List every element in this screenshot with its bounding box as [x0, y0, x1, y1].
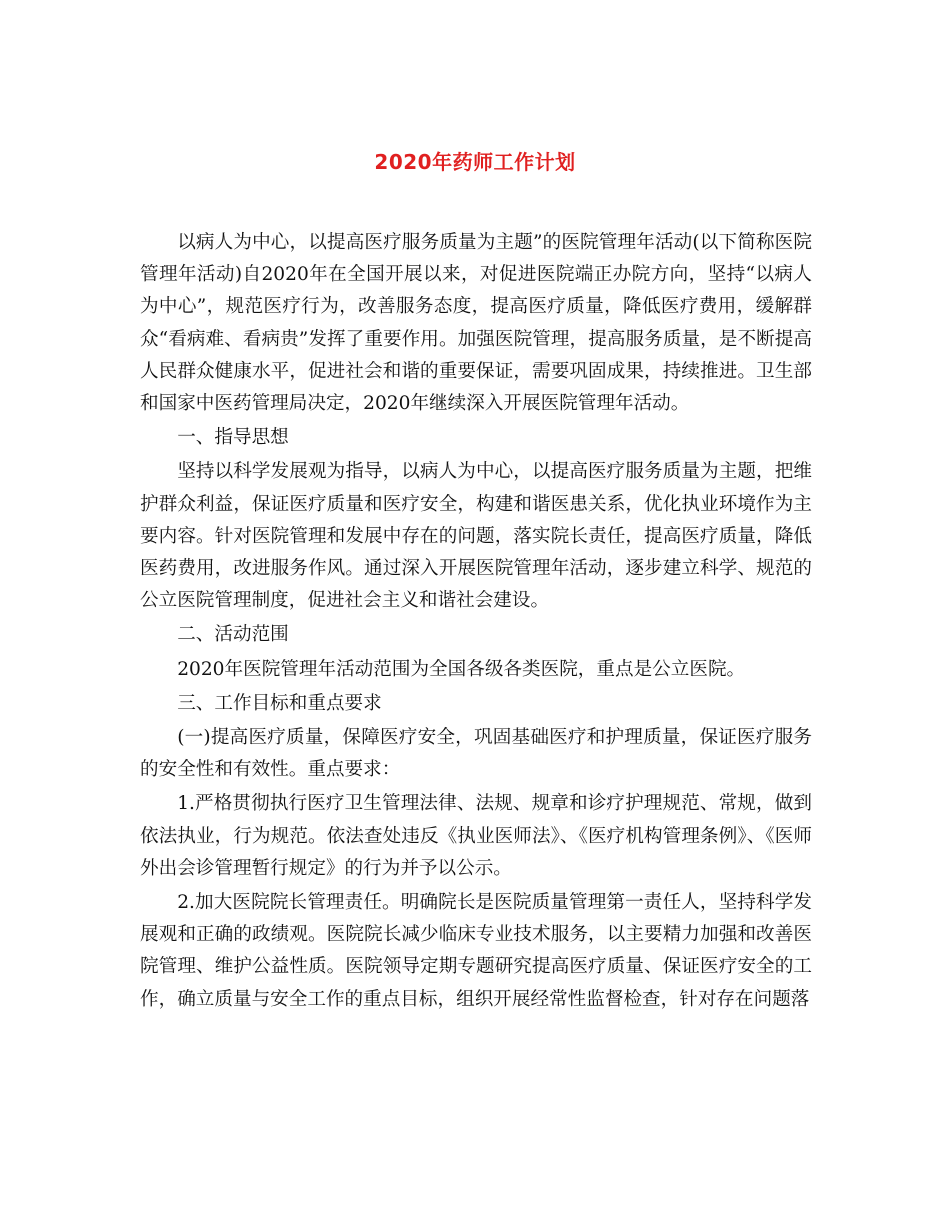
paragraph-requirement-1: 1.严格贯彻执行医疗卫生管理法律、法规、规章和诊疗护理规范、常规，做到依法执业，行为规范。依法查处违反《执业医师法》、《医疗机构管理条例》、《医师外出会诊管理暂行规定》的行为并予以公示。: [140, 793, 812, 879]
section-heading-work-goals: 三、工作目标和重点要求: [177, 692, 382, 714]
section-heading-activity-scope: 二、活动范围: [177, 624, 289, 646]
paragraph-intro: 以病人为中心，以提高医疗服务质量为主题”的医院管理年活动(以下简称医院管理年活动)自2020年在全国开展以来，对促进医院端正办院方向，坚持“以病人为中心”，规范医疗行为，改善服务态度，提高医疗质量，降低医疗费用，缓解群众“看病难、看病贵”发挥了重要作用。加强医院管理，提高服务质量，是不断提高人民群众健康水平，促进社会和谐的重要保证，需要巩固成果，持续推进。卫生部和国家中医药管理局决定，2020年继续深入开展医院管理年活动。: [140, 232, 812, 415]
section-heading-guiding-thought: 一、指导思想: [177, 427, 289, 449]
paragraph-guiding-thought: 坚持以科学发展观为指导，以病人为中心，以提高医疗服务质量为主题，把维护群众利益，保证医疗质量和医疗安全，构建和谐医患关系，优化执业环境作为主要内容。针对医院管理和发展中存在的问题，落实院长责任，提高医疗质量，降低医药费用，改进服务作风。通过深入开展医院管理年活动，逐步建立科学、规范的公立医院管理制度，促进社会主义和谐社会建设。: [140, 461, 812, 612]
paragraph-quality-goal: (一)提高医疗质量，保障医疗安全，巩固基础医疗和护理质量，保证医疗服务的安全性和有效性。重点要求：: [140, 727, 812, 781]
document-body: [140, 227, 812, 1016]
paragraph-requirement-2: 2.加大医院院长管理责任。明确院长是医院质量管理第一责任人，坚持科学发展观和正确的政绩观。医院院长减少临床专业技术服务，以主要精力加强和改善医院管理、维护公益性质。医院领导定期专题研究提高医疗质量、保证医疗安全的工作，确立质量与安全工作的重点目标，组织开展经常性监督检查，针对存在问题落: [140, 892, 812, 1010]
paragraph-activity-scope: 2020年医院管理年活动范围为全国各级各类医院，重点是公立医院。: [177, 658, 746, 680]
document-title: 2020年药师工作计划: [374, 150, 576, 174]
